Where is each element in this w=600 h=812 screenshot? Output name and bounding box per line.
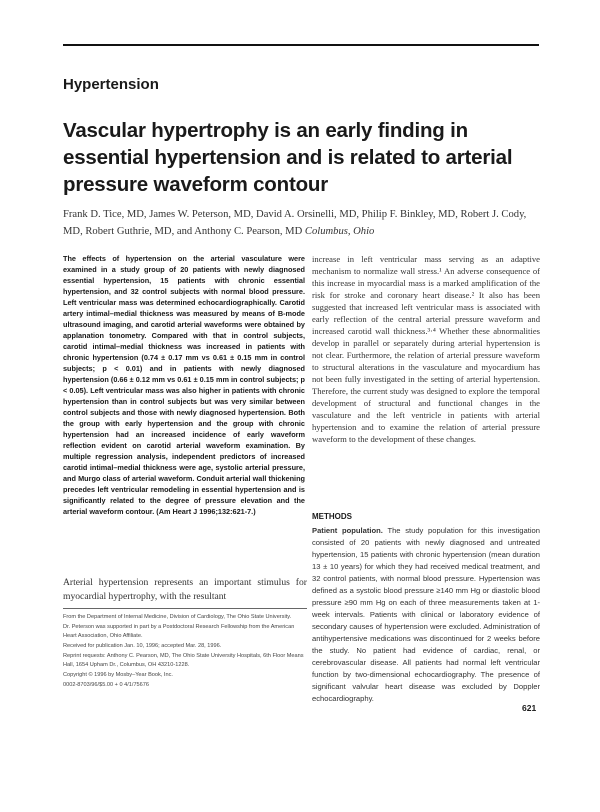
methods-lead: Patient population.: [312, 526, 383, 535]
footnote: Dr. Peterson was supported in part by a Postdoctoral Research Fellowship from the American Heart Association, Ohio Affiliate.: [63, 624, 295, 639]
footnotes: [63, 613, 307, 691]
author-location: Columbus, Ohio: [304, 225, 375, 237]
abstract: The effects of hypertension on the arterial vasculature were examined in a study group of 20 patients with newly diagnosed essential hypertension, 15 patients with chronic essential hypertension, and 32 control subjects with normal blood pressure. Left ventricular mass was determined echocardiographically. Carotid artery intimal–medial thickness was measured by means of B-mode ultrasound imaging, and carotid arterial waveforms were obtained by applanation tonometry. Compared with that in control subjects, carotid intimal–medial thickness was increased in patients with chronic hypertension (0.74 ± 0.17 mm vs 0.61 ± 0.15 mm in control subjects; p < 0.01) and in patients with newly diagnosed hypertension (0.66 ± 0.12 mm vs 0.61 ± 0.15 mm in control subjects; p < 0.05). Left ventricular mass was also higher in patients with chronic hypertension than in control subjects but was very similar between control subjects and those with newly diagnosed hypertension. Both the group with early hypertension and the group with chronic hypertension had an increased incidence of early waveform reflection evident on carotid arterial waveform examination. By multiple regression analysis, independent predictors of increased carotid intimal–medial thickness were age, systolic arterial pressure, and Murgo class of arterial waveform. Conduit arterial wall thickening precedes left ventricular remodeling in essential hypertension and is significantly related to the degree of pressure elevation and the arterial waveform contour. (Am Heart J 1996;132:621-7.): [63, 254, 305, 516]
footnote: Copyright © 1996 by Mosby–Year Book, Inc.: [63, 672, 173, 678]
methods-heading: METHODS: [312, 512, 352, 521]
header-rule: [63, 44, 539, 46]
footnote: 0002-8703/96/$5.00 + 0 4/1/75676: [63, 682, 150, 688]
section-label: Hypertension: [63, 76, 159, 93]
footnote: Reprint requests: Anthony C. Pearson, MD, The Ohio State University Hospitals, 6th Floor Means Hall, 1654 Upham Dr., Columbus, OH 43210-1228.: [63, 653, 304, 668]
footnote: Received for publication Jan. 10, 1996; accepted Mar. 28, 1996.: [63, 643, 222, 649]
footnote: From the Department of Internal Medicine, Division of Cardiology, The Ohio State University.: [63, 614, 292, 620]
intro-text: Arterial hypertension represents an important stimulus for myocardial hypertrophy, with the resultant: [63, 577, 307, 602]
right-column-text: [312, 253, 540, 445]
methods-text: The study population for this investigation consisted of 20 patients with newly diagnosed and untreated hypertension, 15 patients with chronic hypertension (mean duration 13 ± 10 years) for which they had received medical treatment, and 32 control patients, with normal blood pressure. Hypertension was defined as a systolic blood pressure ≥140 mm Hg or diastolic blood pressure ≥90 mm Hg on each of three measurements taken at 1-week intervals. Patients with clinical or laboratory evidence of secondary causes of hypertension were excluded. Administration of antihypertensive medications was discontinued for 2 weeks before the study. No patient had evidence of cardiac, renal, or cerebrovascular disease. All patients had normal left ventricular function by two-dimensional echocardiography. The presence of significant valvular heart disease was excluded by Doppler echocardiography.: [312, 526, 540, 703]
footnote-rule: [63, 608, 307, 609]
body-paragraph: increase in left ventricular mass serving as an adaptive mechanism to normalize wall stress.¹ An adverse consequence of this increase in myocardial mass is a marked amplification of the risk for stroke and coronary heart disease.² It also has been suggested that increased left ventricular mass is associated with early reflection of the central arterial pressure waveform and increased carotid wall thickness.³·⁴ Whether these abnormalities develop in parallel or separately during arterial hypertension is not clear. Furthermore, the relation of arterial pressure waveform to structural alterations in the vasculature and myocardium has not been fully investigated in the setting of arterial hypertension. Therefore, the current study was designed to explore the temporal development of structural and functional changes in the vasculature and the left ventricle in patients with arterial hypertension and to examine the relation of arterial pressure waveform to the development of these changes.: [312, 254, 540, 444]
author-list: [63, 207, 543, 240]
methods-paragraph: [312, 525, 540, 705]
article-title: Vascular hypertrophy is an early finding in essential hypertension and is related to arterial pressure waveform contour: [63, 119, 513, 196]
author-names: Frank D. Tice, MD, James W. Peterson, MD, David A. Orsinelli, MD, Philip F. Binkley, MD, Robert J. Cody, MD, Robert Guthrie, MD, and Anthony C. Pearson, MD: [63, 209, 527, 237]
page-number: 621: [522, 703, 537, 713]
